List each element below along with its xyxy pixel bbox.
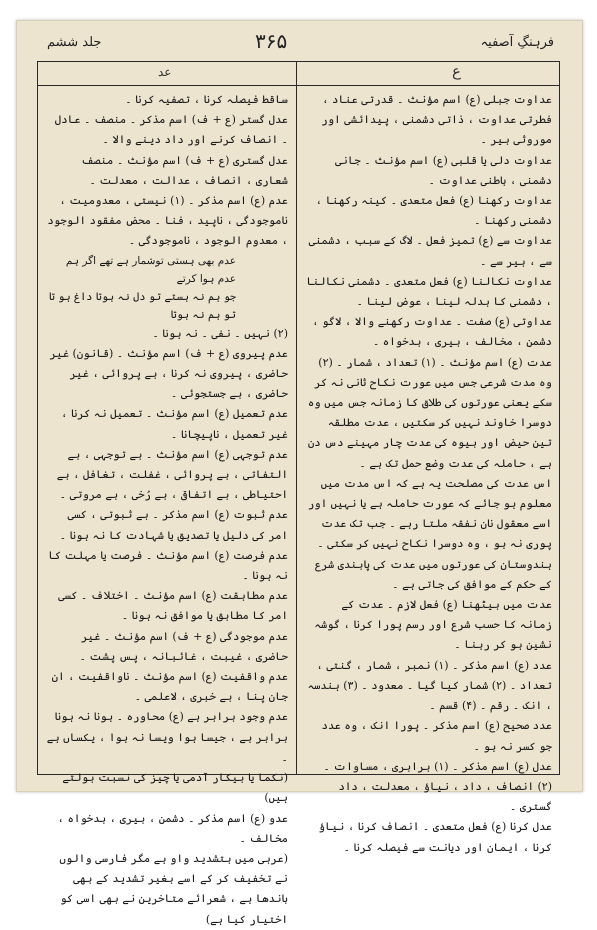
dictionary-title: فرہنگِ آصفیہ [480, 35, 554, 50]
entry: عدد (ع) اسم مذکر ۔ (۱) نمبر ، شمار ، گنتی ، تعداد ۔ (۲) شمار کیا گیا ۔ معدود ۔ (۳) ہندسہ ، انک ۔ رقم ۔ (۴) قسم ۔ [307, 658, 552, 713]
entry: عدت میں بیٹھنا (ع) فعل لازم ۔ عدت کے زمانہ کا حسب شرع اور رسم پورا کرنا ، گوشہ نشین ہو کر رہنا ۔ [314, 598, 552, 652]
entry: عدم وجود برابر ہے (ع) محاورہ ۔ ہونا نہ ہونا برابر ہے ، جیسا ہوا ویسا نہ ہوا ، یکساں ہے ۔ [46, 710, 288, 764]
volume-label: جلد ششم [47, 35, 102, 50]
entry: ساقط فیصلہ کرنا ، تصفیہ کرنا ۔ [125, 93, 288, 106]
entry: عداوتی (ع) صفت ۔ عداوت رکھنے والا ، لاگو ، دشمن ، مخالف ، بیری ، بدخواہ ۔ [312, 315, 552, 349]
entry: عدم ثبوت (ع) اسم مذکر ۔ بے ثبوتی ، کسی امر کی دلیل یا تصدیق یا شہادت کا نہ ہونا ۔ [59, 508, 288, 542]
entry: عدل گستر (ع + ف) اسم مذکر ۔ منصف ۔ عادل ۔ انصاف کرنے اور داد دینے والا ۔ [54, 113, 288, 147]
entry: عدم واقفیت (ع) اسم مؤنث ۔ ناواقفیت ، ان جان پنا ، بے خبری ، لاعلمی ۔ [51, 670, 288, 704]
text-frame [37, 61, 560, 926]
page-number: ۳۶۵ [255, 29, 288, 53]
entry: اس عدت کی مصلحت یہ ہے کہ اس مدت میں معلوم ہو جائے کہ عورت حاملہ ہے یا نہیں اور اسے معقول نان نفقہ ملتا رہے ۔ جب تک عدت پوری نہ ہو ، وہ دوسرا نکاح نہیں کر سکتی ۔ ہندوستان کی عورتوں میں عدت کی پابندی شرع کے حکم کے موافق کی جاتی ہے ۔ [307, 476, 552, 591]
left-column-letter: عد [158, 65, 172, 79]
entry: عدل گستری (ع + ف) اسم مؤنث ۔ منصف شعاری ، انصاف ، عدالت ، معدلت ۔ [81, 153, 288, 187]
entry: عدم توجہی (ع) اسم مؤنث ۔ بے توجہی ، بے التفاتی ، بے پروائی ، غفلت ، تغافل ، بے احتیاطی ، بے اتفاقی ، بے رُخی ، بے مروتی ۔ [56, 447, 288, 502]
right-column-letter: ع [452, 62, 461, 80]
book-page [16, 20, 583, 926]
column-headers [38, 62, 559, 86]
entry: عداوت رکھنا (ع) فعل متعدی ۔ کینہ رکھنا ، دشمنی رکھنا ۔ [315, 194, 552, 228]
entry: عداوت نکالنا (ع) فعل متعدی ۔ دشمنی نکالنا ، دشمنی کا بدلہ لینا ، عوض لینا ۔ [306, 274, 552, 309]
entry: عدم پیروی (ع + ف) اسم مؤنث ۔ (قانون) غیر حاضری ، پیروی نہ کرنا ، بے پروائی ، غیر حاضری ، بے جستجوئی ۔ [49, 346, 288, 401]
verse-line: عدم بھی ہستی توشمار ہے تھے اگر ہم عدم ہوا کرتے [65, 254, 236, 285]
entry: عدد صحیح (ع) اسم مذکر ۔ پورا انک ، وہ عدد جو کسر نہ ہو ۔ [321, 719, 552, 753]
entry: عداوت سے (ع) تمیز فعل ۔ لاگ کے سبب ، دشمنی سے ، بیر سے ۔ [308, 234, 552, 268]
entry: (عربی میں بتشدید واو ہے مگر فارسی والوں نے تخفیف کر کے اسے بغیر تشدید کے بھی باندھا ہے ، شعرائے متاخرین نے بھی اسی کو اختیار کیا ہے) [59, 851, 288, 926]
entry: عدم مطابقت (ع) اسم مؤنث ۔ اختلاف ۔ کسی امر کا مطابق یا موافق نہ ہونا ۔ [58, 589, 288, 623]
left-column [46, 90, 288, 926]
entry: عداوت جبلی (ع) اسم مؤنث ۔ قدرتی عناد ، فطرتی عداوت ، ذاتی دشمنی ، پیدائشی اور موروثی بیر ۔ [321, 93, 552, 147]
verse-line: جو ہم نہ ہستے تو دل نہ ہوتا داغ ہو تا تو ہم نہ ہوتا [48, 290, 236, 321]
entry: عدل (ع) اسم مذکر ۔ (۱) برابری ، مساوات ۔ (۲) انصاف ، داد ، نیاؤ ، معدلت ، داد گستری ۔ [323, 759, 552, 814]
entry: عدم تعمیل (ع) اسم مؤنث ۔ تعمیل نہ کرنا ، غیر تعمیل ، ناپیچانا ۔ [61, 407, 288, 441]
entry: عدت (ع) اسم مؤنث ۔ (۱) تعداد ، شمار ۔ (۲) وہ مدت شرعی جس میں عورت نکاح ثانی نہ کر سکے یعنی عورتوں کی طلاق کا زمانہ جس میں وہ دوسرا خاوند نہیں کر سکتیں ، عدت مطلقہ تین حیض اور بیوہ کی عدت چار مہینے دس دن ہے ، حاملہ کی عدت وضع حمل تک ہے ۔ [307, 355, 552, 470]
entry: عدم (ع) اسم مذکر ۔ (۱) نیستی ، معدومیت ، ناموجودگی ، ناپید ، فنا ۔ محض مفقود الوجود ، معدوم الوجود ، ناموجودگی ۔ [47, 194, 288, 248]
right-column [306, 90, 552, 854]
entry: عدم فرصت (ع) اسم مؤنث ۔ فرصت یا مہلت کا نہ ہونا ۔ [48, 548, 288, 583]
entry: (۲) نہیں ۔ نفی ۔ نہ ہونا ۔ [152, 326, 288, 340]
column-divider [296, 62, 297, 774]
entry: عدو (ع) اسم مذکر ۔ دشمن ، بیری ، بدخواہ ، مخالف ۔ [57, 811, 288, 845]
entry: عداوت دلی یا قلبی (ع) اسم مؤنث ۔ جانی دشمنی ، باطنی عداوت ۔ [334, 153, 552, 187]
entry: عدم موجودگی (ع + ف) اسم مؤنث ۔ غیر حاضری ، غیبت ، غائبانہ ، پس پشت ۔ [79, 629, 288, 663]
entry: عدل کرنا (ع) فعل متعدی ۔ انصاف کرنا ، نیاؤ کرنا ، ایمان اور دیانت سے فیصلہ کرنا ۔ [318, 820, 552, 854]
entry: (نکما یا بیکار آدمی یا چیز کی نسبت بولتے ہیں) [62, 771, 288, 805]
